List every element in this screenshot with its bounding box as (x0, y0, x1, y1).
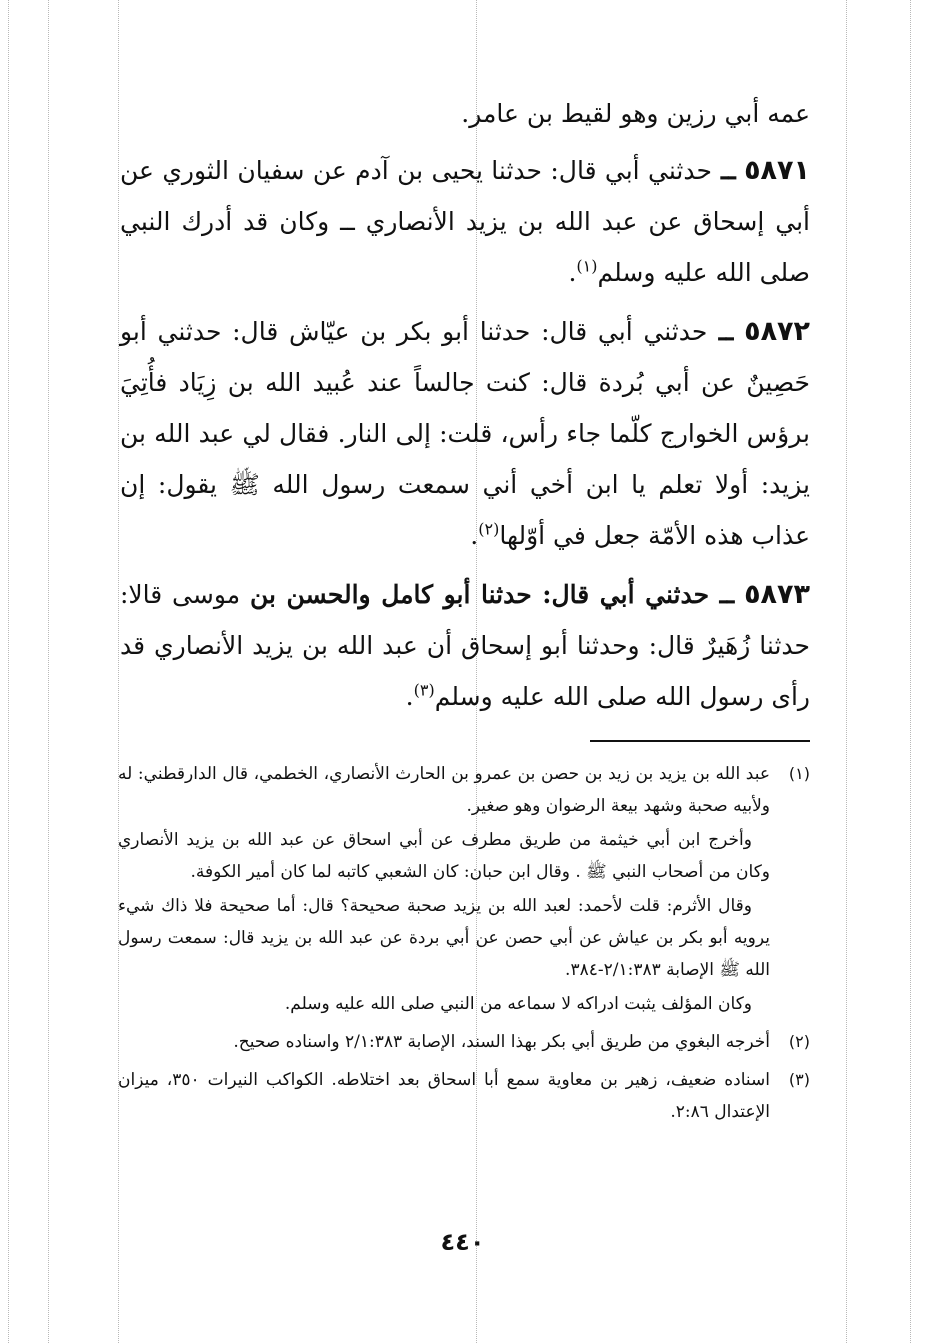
hadith-5871: ٥٨٧١ ــ حدثني أبي قال: حدثنا يحيى بن آدم عن سفيان الثوري عن أبي إسحاق عن عبد الله بن يزيد الأنصاري ــ وكان قد أدرك النبي صلى الله عليه وسلم$^{(١)}$. (120, 155, 810, 287)
footnote-1 (118, 758, 810, 1022)
hadith-5873: ٥٨٧٣ ــ حدثني أبي قال: حدثنا أبو كامل والحسن بن موسى قالا: حدثنا زُهَيرٌ قال: وحدثنا أبو إسحاق أن عبد الله بن يزيد الأنصاري قد رأى رسول الله صلى الله عليه وسلم$^{(٣)}$. (120, 579, 810, 711)
footnote-number: (١) (788, 764, 810, 783)
hadith-5872: ٥٨٧٢ ــ حدثني أبي قال: حدثنا أبو بكر بن عيّاش قال: حدثني أبو حَصِينٌ عن أبي بُردة قال: كنت جالساً عند عُبيد الله بن زِيَاد فأُتِيَ برؤس الخوارج كلّما جاء رأس، قلت: إلى النار. فقال لي عبد الله بن يزيد: أولا تعلم يا ابن أخي أني سمعت رسول الله ﷺ يقول: إن عذاب هذه الأمّة جعل في أوّلها$^{(٢)}$. (120, 316, 811, 550)
scan-artifact-line (118, 0, 119, 1343)
footnote-paragraph: وكان المؤلف يثبت ادراكه لا سماعه من النبي صلى الله عليه وسلم. (284, 994, 752, 1014)
hadith-lead: حدثني أبي قال: حدثنا أبو كامل والحسن بن (249, 580, 710, 609)
hadith-number: ٥٨٧١ (744, 155, 810, 186)
footnotes (118, 758, 810, 1134)
hadith-number: ٥٨٧٣ (744, 579, 810, 610)
hadith-number: ٥٨٧٢ (744, 316, 811, 347)
hadith-text: حدثني أبي قال: حدثنا أبو بكر بن عيّاش قال: حدثني أبو حَصِينٌ عن أبي بُردة قال: كنت جالساً عند عُبيد الله بن زِيَاد فأُتِيَ برؤس الخوارج كلّما جاء رأس، قلت: إلى النار. فقال لي عبد الله بن يزيد: أولا تعلم يا ابن أخي أني سمعت رسول الله ﷺ يقول: إن عذاب هذه الأمّة جعل في أوّلها (120, 317, 810, 550)
footnote-ref[interactable]: (٣) (413, 680, 435, 700)
page-number: ٤٤٠ (440, 1228, 485, 1256)
footnote-paragraph: عبد الله بن يزيد بن زيد بن حصن بن عمرو بن الحارث الأنصاري، الخطمي، قال الدارقطني: له ولأبيه صحبة وشهد بيعة الرضوان وهو صغير. (118, 764, 770, 816)
footnote-number: (٣) (788, 1070, 810, 1089)
footnote-paragraph: اسناده ضعيف، زهير بن معاوية سمع أبا اسحاق بعد اختلاطه. الكواكب النيرات ٣٥٠، ميزان الإعتدال ٢:٨٦. (118, 1070, 770, 1122)
main-text (120, 88, 810, 730)
scan-artifact-line (846, 0, 847, 1343)
scan-artifact-line (8, 0, 9, 1343)
footnote-paragraph: أخرجه البغوي من طريق أبي بكر بهذا السند، الإصابة ٢/١:٣٨٣ واسناده صحيح. (233, 1032, 770, 1052)
footnote-number: (٢) (788, 1032, 810, 1051)
hadith-text: موسى قالا: حدثنا زُهَيرٌ قال: وحدثنا أبو إسحاق أن عبد الله بن يزيد الأنصاري قد رأى رسول الله صلى الله عليه وسلم (120, 580, 810, 711)
footnote-2 (118, 1026, 810, 1060)
footnote-paragraph: وأخرج ابن أبي خيثمة من طريق مطرف عن أبي اسحاق عن عبد الله بن يزيد الأنصاري وكان من أصحاب النبي ﷺ . وقال ابن حبان: كان الشعبي كاتبه لما كان أمير الكوفة. (118, 830, 770, 882)
footnote-ref[interactable]: (١) (576, 256, 598, 276)
scan-artifact-line (48, 0, 49, 1343)
footnote-ref[interactable]: (٢) (478, 519, 500, 539)
opening-line: عمه أبي رزين وهو لقيط بن عامر. (461, 99, 810, 128)
hadith-text: حدثني أبي قال: حدثنا يحيى بن آدم عن سفيان الثوري عن أبي إسحاق عن عبد الله بن يزيد الأنصاري ــ وكان قد أدرك النبي صلى الله عليه وسلم (120, 156, 810, 287)
footnote-divider (590, 740, 810, 742)
scan-artifact-line (910, 0, 911, 1343)
footnote-3 (118, 1064, 810, 1130)
footnote-paragraph: وقال الأثرم: قلت لأحمد: لعبد الله بن يزيد صحبة صحيحة؟ قال: أما صحيحة فلا ذاك شيء يرويه أبو بكر بن عياش عن أبي حصن عن أبي بردة عن عبد الله بن يزيد قال: سمعت رسول الله ﷺ الإصابة ٢/١:٣٨٣-٣٨٤. (118, 896, 770, 980)
